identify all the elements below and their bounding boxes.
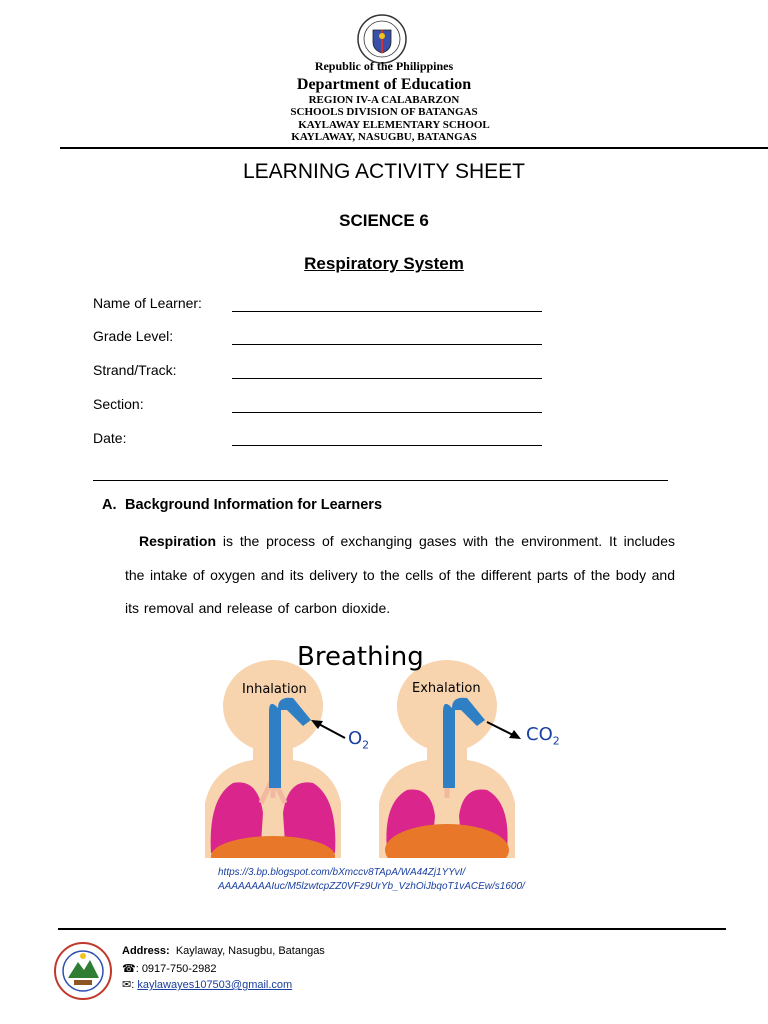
republic-text: Republic of the Philippines: [314, 59, 454, 73]
name-field[interactable]: [232, 311, 542, 312]
department-text: Department of Education: [296, 76, 472, 93]
name-label: Name of Learner:: [93, 295, 202, 311]
footer-rule: [58, 928, 726, 930]
email-link[interactable]: kaylawayes107503@gmail.com: [137, 979, 293, 991]
image-source-line-2[interactable]: AAAAAAAAIuc/M5lzwtcpZZ0VFz9UrYb_VzhOiJbqoT1vACEw/s1600/: [218, 881, 525, 892]
carbon-dioxide-arrow: [487, 722, 521, 739]
inhalation-label: Inhalation: [242, 682, 307, 697]
image-source-line-1[interactable]: https://3.bp.blogspot.com/bXmccv8TApA/WA44Zj1YYvI/: [218, 867, 466, 878]
date-field[interactable]: [232, 445, 542, 446]
exhalation-label: Exhalation: [412, 681, 481, 696]
grade-level-field[interactable]: [232, 344, 542, 345]
address-value: Kaylaway, Nasugbu, Batangas: [175, 945, 325, 957]
section-label: Section:: [93, 396, 144, 412]
background-paragraph: [125, 525, 675, 626]
strand-track-field[interactable]: [232, 378, 542, 379]
subject-title: SCIENCE 6: [339, 211, 429, 230]
section-a-heading: Background Information for Learners: [125, 497, 383, 513]
email-line: [122, 978, 292, 991]
section-field[interactable]: [232, 412, 542, 413]
phone-line: [122, 962, 216, 975]
breathing-title: Breathing: [297, 642, 424, 672]
date-label: Date:: [93, 430, 127, 446]
topic-title: Respiratory System: [304, 254, 464, 273]
region-text: REGION IV-A CALABARZON: [308, 94, 460, 106]
deped-seal-logo: [357, 14, 407, 64]
envelope-icon: ✉: [122, 979, 132, 991]
school-seal-logo: [54, 942, 112, 1000]
email-prefix: :: [131, 979, 135, 991]
section-a-letter: A.: [102, 497, 117, 513]
location-text: KAYLAWAY, NASUGBU, BATANGAS: [291, 131, 477, 143]
respiration-term: Respiration: [139, 533, 217, 549]
phone-value: : 0917-750-2982: [135, 963, 217, 975]
phone-icon: ☎: [122, 963, 136, 975]
oxygen-label: $O_2$: [348, 728, 370, 752]
sheet-title: LEARNING ACTIVITY SHEET: [242, 160, 525, 183]
address-line: [122, 945, 325, 957]
section-divider: [93, 480, 668, 481]
division-text: SCHOOLS DIVISION OF BATANGAS: [290, 106, 478, 118]
carbon-dioxide-label: $CO_2$: [526, 724, 560, 748]
header-rule: [60, 147, 768, 149]
grade-level-label: Grade Level:: [93, 328, 174, 344]
school-text: KAYLAWAY ELEMENTARY SCHOOL: [298, 119, 490, 131]
address-label: Address:: [122, 945, 170, 957]
strand-track-label: Strand/Track:: [93, 362, 177, 378]
respiration-definition: is the process of exchanging gases with the environment. It includes the intake of oxygen and its delivery to the cells of the different parts of the body and its removal and release of carbon dioxide.: [125, 533, 675, 616]
